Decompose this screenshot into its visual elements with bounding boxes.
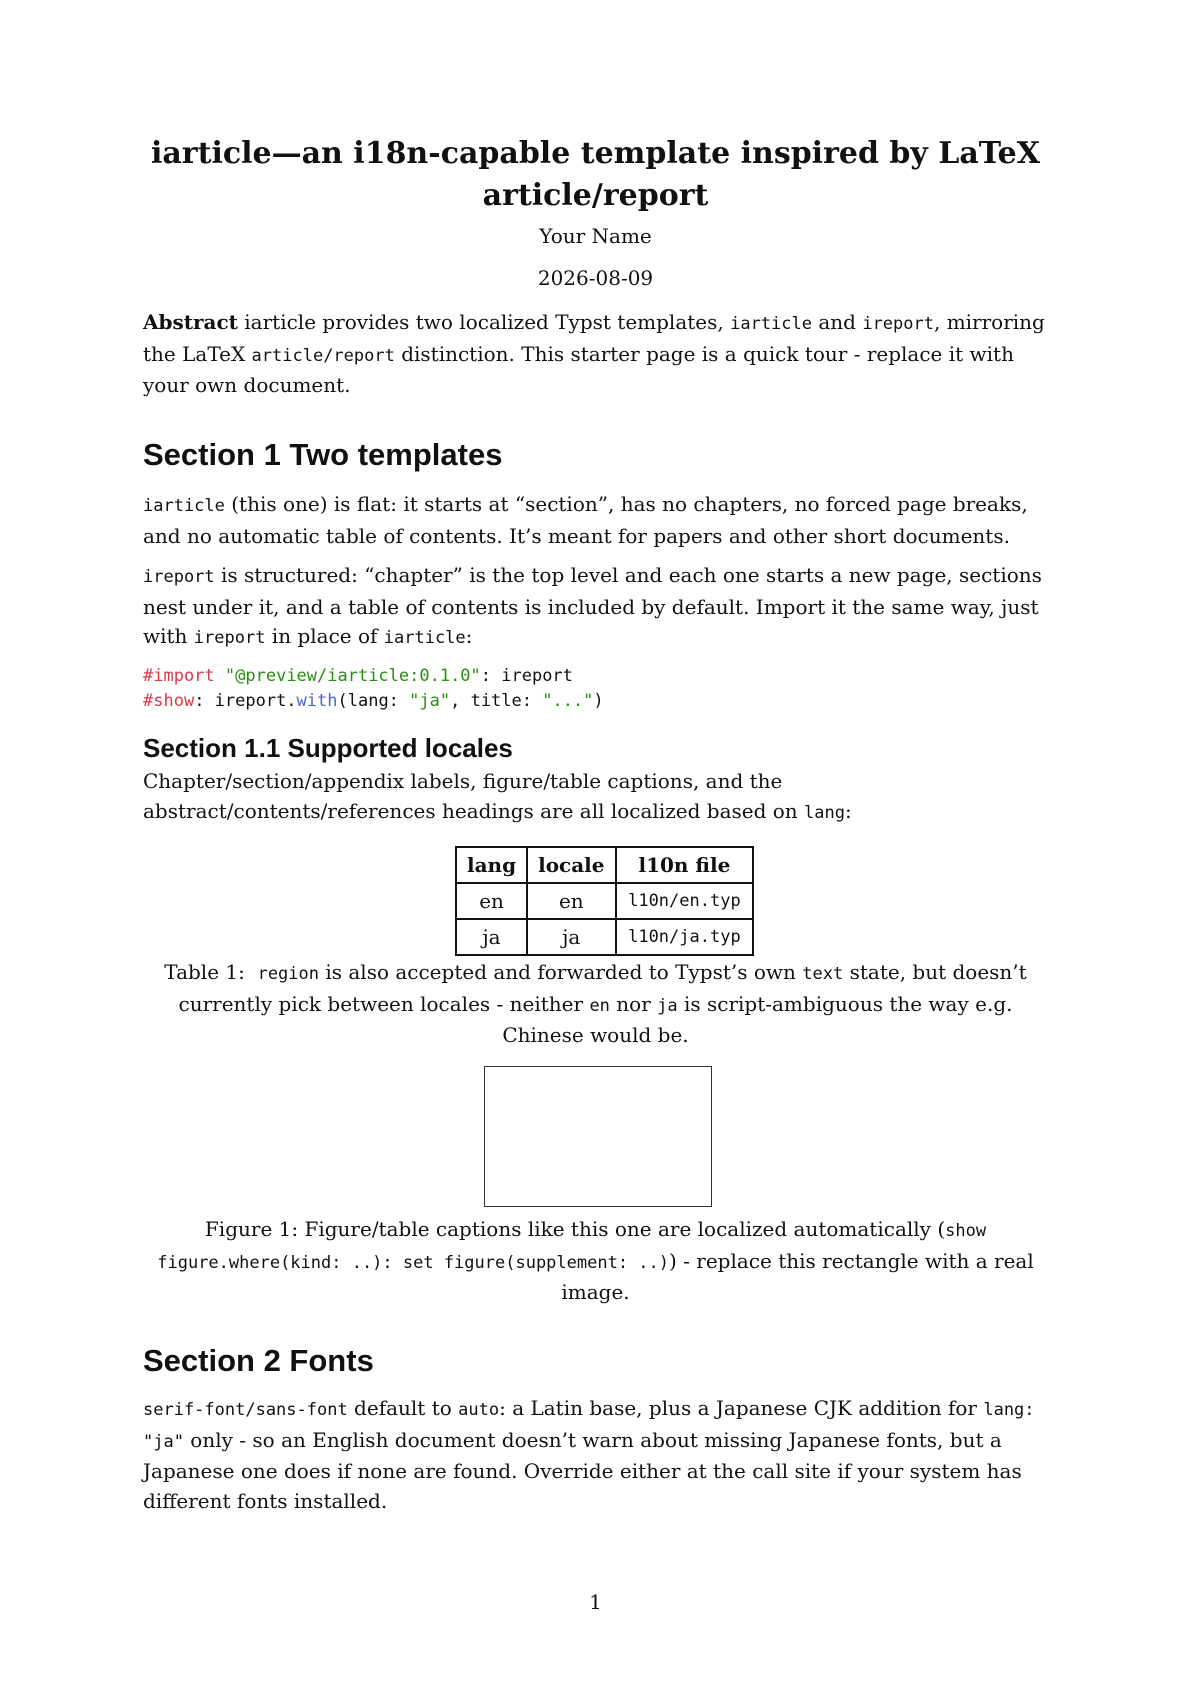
- table-row: [456, 919, 753, 955]
- inline-code: ireport: [193, 628, 266, 648]
- section-1-1-heading: Section 1.1 Supported locales: [143, 733, 513, 763]
- code-text: : ireport.: [194, 691, 297, 711]
- code-text: ): [593, 691, 604, 711]
- paragraph-text: :: [844, 798, 852, 823]
- caption-text: state, but doesn’t currently pick between locales - neither: [178, 960, 1027, 1016]
- table-header-cell: locale: [527, 847, 615, 883]
- code-keyword: #import: [143, 666, 215, 686]
- section-1-1-paragraph: [143, 767, 1053, 828]
- inline-code: text: [802, 964, 844, 984]
- abstract-code: ireport: [862, 314, 934, 334]
- caption-text: is script-ambiguous the way e.g. Chinese would be.: [502, 991, 1013, 1047]
- code-text: , title:: [450, 691, 543, 711]
- table-header-row: [456, 847, 753, 883]
- code-string: "@preview/iarticle:0.1.0": [224, 666, 481, 686]
- paragraph-text: Chapter/section/appendix labels, figure/table captions, and the abstract/contents/references headings are all localized based on: [143, 769, 805, 823]
- code-string: "ja": [409, 691, 451, 711]
- inline-code: region: [257, 964, 319, 984]
- caption-text: is also accepted and forwarded to Typst’s own: [319, 960, 803, 984]
- table-cell: l10n/ja.typ: [616, 919, 754, 955]
- table-cell: en: [527, 883, 615, 919]
- inline-code: en: [589, 995, 610, 1016]
- inline-code: show figure.where(kind: ..): set figure(supplement: ..): [157, 1221, 987, 1273]
- inline-code: ja: [657, 995, 678, 1016]
- section-1-paragraph-1: [143, 490, 1053, 551]
- inline-code: iarticle: [383, 628, 466, 648]
- code-block: [143, 664, 604, 714]
- code-text: : ireport: [480, 666, 573, 686]
- code-function: with: [296, 691, 338, 711]
- code-text: [215, 666, 225, 686]
- table-header-cell: lang: [456, 847, 527, 883]
- table-cell: l10n/en.typ: [616, 883, 754, 919]
- inline-code: auto: [458, 1400, 500, 1420]
- abstract-code: iarticle: [730, 314, 812, 334]
- abstract: [143, 308, 1053, 401]
- section-1-paragraph-2: [143, 561, 1053, 654]
- caption-text: nor: [609, 991, 658, 1016]
- date: 2026-08-09: [537, 266, 654, 290]
- caption-label: Figure 1:: [204, 1217, 299, 1241]
- paragraph-text: in place of: [265, 624, 384, 648]
- abstract-label: Abstract: [143, 310, 238, 334]
- code-keyword: #show: [143, 691, 195, 711]
- paragraph-text: (this one) is flat: it starts at “section”, has no chapters, no forced page breaks, and no automatic table of contents. It’s meant for papers and other short documents.: [143, 492, 1028, 548]
- caption-text: Figure/table captions like this one are localized automatically (: [298, 1217, 946, 1241]
- paragraph-text: is structured: “chapter” is the top level and each one starts a new page, sections nest under it, and a table of contents is included by default. Import it the same way, just with: [143, 563, 1042, 648]
- inline-code: ireport: [143, 567, 215, 587]
- table-cell: ja: [527, 919, 615, 955]
- document-title: iarticle—an i18n-capable template inspired by LaTeX article/report: [150, 136, 1041, 213]
- inline-code: lang: [804, 802, 845, 823]
- table-cell: ja: [456, 919, 527, 955]
- figure-placeholder-rectangle: [484, 1066, 712, 1207]
- paragraph-text: : a Latin base, plus a Japanese CJK addition for: [499, 1396, 984, 1420]
- section-1-heading: Section 1 Two templates: [143, 437, 503, 472]
- inline-code: iarticle: [143, 496, 225, 516]
- abstract-text: , mirroring the LaTeX: [143, 310, 1045, 366]
- abstract-code: article/report: [251, 345, 395, 366]
- abstract-text: and: [812, 310, 863, 334]
- code-text: (lang:: [337, 691, 410, 711]
- paragraph-text: :: [465, 624, 473, 648]
- inline-code: serif-font/sans-font: [143, 1400, 348, 1420]
- figure-caption: [145, 1215, 1046, 1308]
- table-cell: en: [456, 883, 527, 919]
- section-2-paragraph: [143, 1394, 1053, 1516]
- section-2-heading: Section 2 Fonts: [143, 1343, 374, 1378]
- table-caption: [145, 958, 1046, 1051]
- paragraph-text: only - so an English document doesn’t warn about missing Japanese fonts, but a Japanese one does if none are found. Override either at the call site if your system has different fonts installed.: [143, 1427, 1022, 1513]
- page-number: 1: [589, 1590, 602, 1614]
- code-string: "...": [542, 691, 594, 711]
- inline-code: lang: "ja": [143, 1400, 1035, 1452]
- caption-label: Table 1:: [164, 960, 245, 984]
- table-header-cell: l10n file: [616, 847, 754, 883]
- locales-table: [455, 846, 754, 956]
- caption-text: ) - replace this rectangle with a real image.: [561, 1248, 1034, 1304]
- paragraph-text: default to: [347, 1396, 459, 1420]
- abstract-text: distinction. This starter page is a quick tour - replace it with your own document.: [143, 341, 1014, 397]
- author: Your Name: [539, 224, 652, 248]
- abstract-text: iarticle provides two localized Typst templates,: [237, 310, 731, 334]
- table-row: [456, 883, 753, 919]
